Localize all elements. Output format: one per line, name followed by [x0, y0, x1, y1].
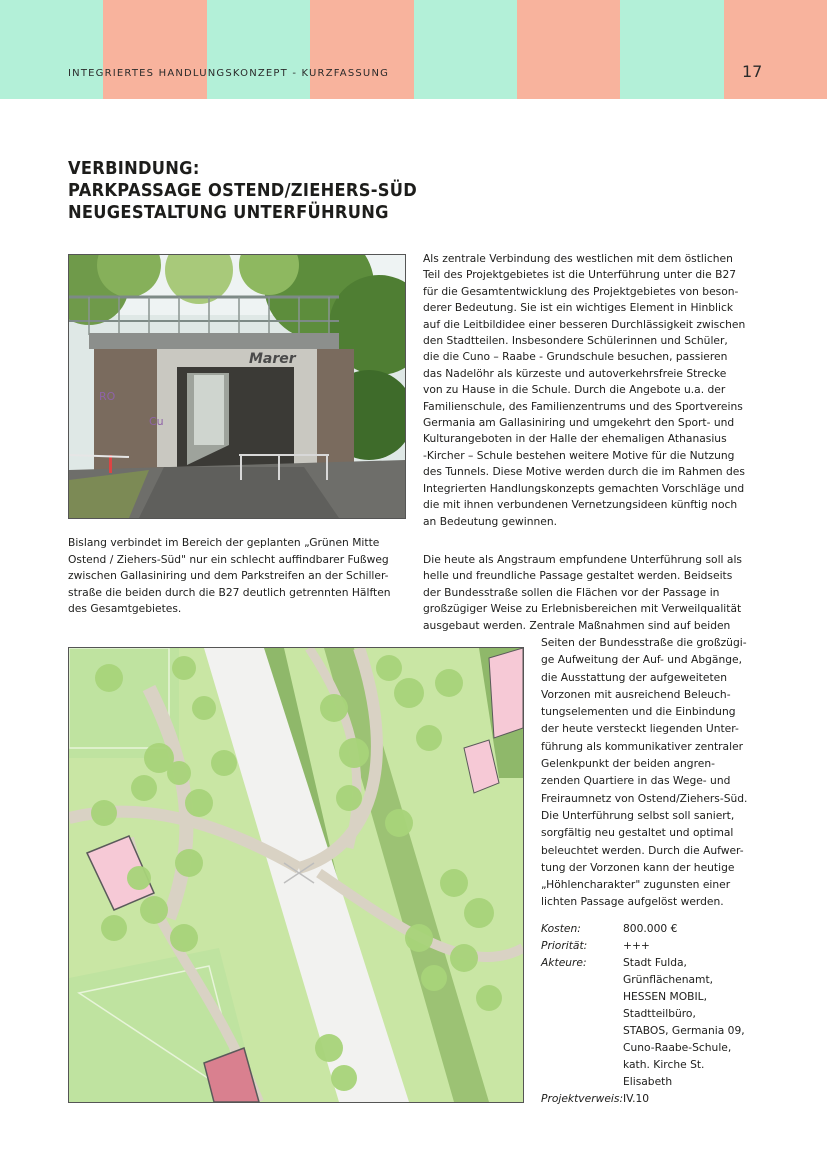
- text-line: Integrierten Handlungskonzepts gemachten Vorschläge und: [423, 481, 745, 495]
- caption-line: straße die beiden durch die B27 deutlich getrennten Hälften: [68, 585, 391, 599]
- text-line: der Bundesstraße sollen die Flächen vor der Passage in: [423, 585, 720, 599]
- title-line: PARKPASSAGE OSTEND/ZIEHERS-SÜD: [68, 181, 418, 201]
- text-line: das Nadelöhr als kürzeste und autoverkehrsfreie Strecke: [423, 366, 727, 380]
- caption-line: Ostend / Ziehers-Süd" nur ein schlecht auffindbarer Fußweg: [68, 552, 389, 566]
- text-line: auf die Leitbildidee einer besseren Durchlässigkeit zwischen: [423, 317, 746, 331]
- text-line: die mit ihnen verbundenen Vernetzungsideen künftig noch: [423, 498, 738, 512]
- text-line: Kulturangeboten in der Halle der ehemaligen Athanasius: [423, 432, 727, 446]
- text-line: derer Bedeutung. Sie ist ein wichtiges Element in Hinblick: [423, 301, 734, 315]
- text-line: sorgfältig neu gestaltet und optimal: [541, 826, 734, 840]
- costs-value: 800.000 €: [623, 922, 678, 935]
- svg-text:Cu: Cu: [149, 415, 164, 428]
- actor-item: HESSEN MOBIL,: [623, 990, 707, 1003]
- body-paragraph-1: [423, 251, 763, 530]
- text-line: Freiraumnetz von Ostend/Ziehers-Süd.: [541, 791, 748, 805]
- text-line: tungselementen und die Einbindung: [541, 705, 736, 719]
- caption-line: zwischen Gallasiniring und dem Parkstreifen an der Schiller-: [68, 569, 389, 582]
- text-line: für die Gesamtentwicklung des Projektgebietes von beson-: [423, 284, 739, 298]
- running-header: INTEGRIERTES HANDLUNGSKONZEPT - KURZFASSUNG: [68, 68, 390, 79]
- text-line: die die Cuno – Raabe - Grundschule besuchen, passieren: [423, 350, 728, 364]
- text-line: führung als kommunikativer zentraler: [541, 739, 744, 753]
- text-line: der heute versteckt liegenden Unter-: [541, 722, 739, 736]
- text-line: die Ausstattung der aufgeweiteten: [541, 670, 727, 684]
- svg-text:RO: RO: [99, 390, 116, 403]
- text-line: Als zentrale Verbindung des westlichen mit dem östlichen: [423, 252, 733, 265]
- project-facts: [541, 920, 745, 1107]
- text-line: -Kircher – Schule bestehen weitere Motive für die Nutzung: [423, 448, 735, 462]
- costs-label: Kosten:: [541, 922, 581, 935]
- text-line: Die Unterführung selbst soll saniert,: [541, 808, 735, 822]
- project-reference-value: IV.10: [623, 1092, 650, 1105]
- text-line: lichten Passage aufgelöst werden.: [541, 895, 724, 909]
- text-line: Gelenkpunkt der beiden angren-: [541, 757, 715, 771]
- actor-item: STABOS, Germania 09,: [623, 1024, 745, 1037]
- photo-caption: [68, 535, 413, 618]
- site-plan: [68, 647, 524, 1103]
- header-color-band: [0, 0, 827, 99]
- actor-item: Stadtteilbüro,: [623, 1007, 696, 1020]
- actor-item: Elisabeth: [623, 1075, 673, 1088]
- text-line: zenden Quartiere in das Wege- und: [541, 774, 731, 788]
- text-line: von zu Hause in die Schule. Durch die Angebote u.a. der: [423, 383, 726, 397]
- title-line: VERBINDUNG:: [68, 159, 200, 179]
- text-line: Die heute als Angstraum empfundene Unterführung soll als: [423, 553, 742, 566]
- text-line: beleuchtet werden. Durch die Aufwer-: [541, 843, 744, 857]
- text-line: „Höhlencharakter" zugunsten einer: [541, 878, 731, 892]
- text-line: ge Aufweitung der Auf- und Abgänge,: [541, 653, 742, 667]
- body-paragraph-2: [423, 552, 763, 634]
- actor-item: Grünflächenamt,: [623, 973, 714, 986]
- text-line: großzügiger Weise zu Erlebnisbereichen mit Verweilqualität: [423, 602, 742, 616]
- text-line: Vorzonen mit ausreichend Beleuch-: [541, 687, 731, 701]
- actor-item: Cuno-Raabe-Schule,: [623, 1041, 732, 1054]
- caption-line: Bislang verbindet im Bereich der geplanten „Grünen Mitte: [68, 536, 380, 549]
- actors-label: Akteure:: [541, 956, 587, 969]
- priority-value: +++: [623, 939, 650, 952]
- text-line: Teil des Projektgebietes ist die Unterführung unter die B27: [423, 268, 737, 282]
- text-line: ausgebaut werden. Zentrale Maßnahmen sind auf beiden: [423, 618, 731, 632]
- actors-list: [623, 954, 745, 1090]
- text-line: des Tunnels. Diese Motive werden durch die im Rahmen des: [423, 465, 745, 479]
- actor-item: Stadt Fulda,: [623, 956, 687, 969]
- actor-item: kath. Kirche St.: [623, 1058, 705, 1071]
- text-line: Familienschule, des Familienzentrums und des Sportvereins: [423, 399, 743, 413]
- text-line: Germania am Gallasiniring und umgekehrt den Sport- und: [423, 416, 735, 430]
- text-line: tung der Vorzonen kann der heutige: [541, 860, 735, 874]
- title-line: NEUGESTALTUNG UNTERFÜHRUNG: [68, 203, 389, 223]
- text-line: den Stadtteilen. Insbesondere Schülerinnen und Schüler,: [423, 334, 728, 348]
- priority-label: Priorität:: [541, 939, 588, 952]
- text-line: helle und freundliche Passage gestaltet werden. Beidseits: [423, 569, 733, 583]
- graffiti-text: Marer: [249, 351, 296, 367]
- caption-line: des Gesamtgebietes.: [68, 602, 182, 615]
- underpass-photo: [68, 254, 406, 519]
- project-reference-label: Projektverweis:: [541, 1092, 624, 1105]
- body-paragraph-3: [541, 634, 771, 911]
- text-line: an Bedeutung gewinnen.: [423, 514, 558, 528]
- page-title: [68, 158, 418, 224]
- page-number: 17: [742, 62, 763, 81]
- text-line: Seiten der Bundesstraße die großzügi-: [541, 636, 747, 649]
